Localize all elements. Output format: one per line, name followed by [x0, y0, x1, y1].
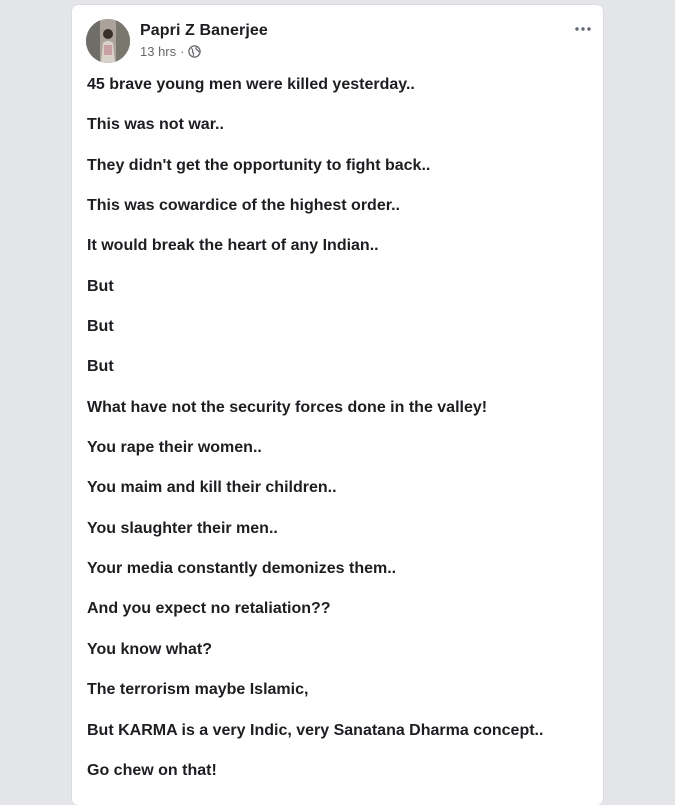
- post-body: [87, 73, 592, 799]
- meta-separator: ·: [180, 44, 185, 59]
- post-line: But: [87, 358, 114, 376]
- post-line: You maim and kill their children..: [87, 479, 337, 497]
- post-line: You rape their women..: [87, 439, 262, 457]
- post-line: But: [87, 277, 114, 295]
- post-card: [72, 5, 603, 805]
- post-line: And you expect no retaliation??: [87, 600, 331, 618]
- post-line: This was not war..: [87, 116, 224, 134]
- post-line: Your media constantly demonizes them..: [87, 560, 397, 578]
- post-line: The terrorism maybe Islamic,: [87, 681, 309, 699]
- post-line: You slaughter their men..: [87, 519, 278, 537]
- post-line: You know what?: [87, 640, 213, 658]
- post-line: 45 brave young men were killed yesterday..: [87, 76, 415, 93]
- post-line: What have not the security forces done in the valley!: [87, 398, 488, 416]
- post-timestamp[interactable]: 13 hrs: [140, 44, 177, 59]
- post-line: Go chew on that!: [87, 761, 217, 779]
- avatar[interactable]: [86, 19, 130, 63]
- post-line: They didn't get the opportunity to fight back..: [87, 156, 431, 174]
- post-line: It would break the heart of any Indian..: [87, 237, 379, 255]
- globe-icon[interactable]: [188, 45, 201, 58]
- author-name[interactable]: Papri Z Banerjee: [140, 22, 268, 39]
- post-line: But: [87, 318, 114, 336]
- post-line: But KARMA is a very Indic, very Sanatana Dharma concept..: [87, 721, 544, 739]
- post-meta: [140, 44, 201, 59]
- post-line: This was cowardice of the highest order..: [87, 197, 400, 215]
- more-options-icon[interactable]: [573, 19, 593, 39]
